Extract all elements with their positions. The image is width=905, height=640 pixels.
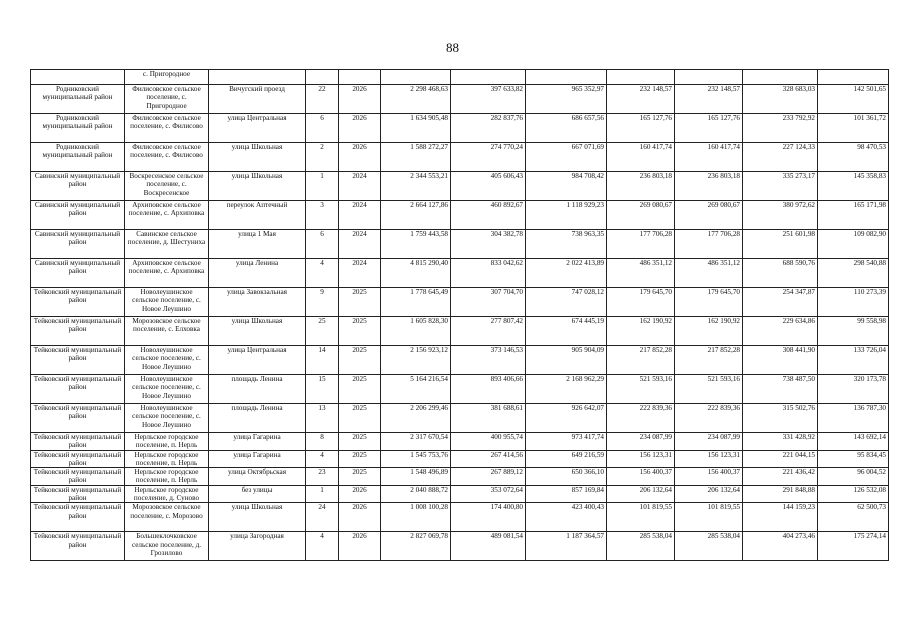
table-row <box>31 317 889 346</box>
cost-cell-2: 667 071,69 <box>526 143 607 172</box>
table-row <box>31 450 889 468</box>
cost-cell-5: 331 428,92 <box>743 433 818 451</box>
year-cell: 2025 <box>339 288 381 317</box>
table-row <box>31 468 889 486</box>
year-cell: 2025 <box>339 346 381 375</box>
street-cell: Вичугский проезд <box>209 85 306 114</box>
district-cell: Тейковский муниципальный район <box>31 503 125 532</box>
cost-cell-1: 373 146,53 <box>451 346 526 375</box>
total-cost-cell: 1 778 645,49 <box>381 288 451 317</box>
settlement-cell: Новолеушинское сельское поселение, с. Новое Леушино <box>125 375 209 404</box>
total-cost-cell: 1 759 443,58 <box>381 230 451 259</box>
cost-cell-4: 179 645,70 <box>675 288 743 317</box>
street-cell: площадь Ленина <box>209 404 306 433</box>
year-cell: 2025 <box>339 317 381 346</box>
building-count-cell: 24 <box>306 503 339 532</box>
district-cell: Тейковский муниципальный район <box>31 450 125 468</box>
table-row <box>31 230 889 259</box>
cost-cell-2: 1 118 929,23 <box>526 201 607 230</box>
cost-cell-3: 179 645,70 <box>607 288 675 317</box>
settlement-cell: Нерльское городское поселение, п. Нерль <box>125 450 209 468</box>
table-row <box>31 346 889 375</box>
cost-cell-6: 165 171,98 <box>818 201 889 230</box>
cost-cell-3: 101 819,55 <box>607 503 675 532</box>
cost-cell-2: 2 022 413,89 <box>526 259 607 288</box>
cost-cell-6: 110 273,39 <box>818 288 889 317</box>
building-count-cell: 4 <box>306 532 339 561</box>
cost-cell-3: 232 148,57 <box>607 85 675 114</box>
total-cost-cell: 2 156 923,12 <box>381 346 451 375</box>
street-cell: улица 1 Мая <box>209 230 306 259</box>
street-cell: улица Завокзальная <box>209 288 306 317</box>
cost-cell-3: 236 803,18 <box>607 172 675 201</box>
table-row <box>31 433 889 451</box>
settlement-cell: Филисовское сельское поселение, с. Филисово <box>125 143 209 172</box>
cost-cell-1: 353 072,64 <box>451 485 526 503</box>
street-cell: улица Школьная <box>209 317 306 346</box>
cost-cell-6: 109 082,90 <box>818 230 889 259</box>
cost-cell-4: 206 132,64 <box>675 485 743 503</box>
total-cost-cell: 1 634 905,48 <box>381 114 451 143</box>
cost-cell-5: 335 273,17 <box>743 172 818 201</box>
district-cell: Савинский муниципальный район <box>31 172 125 201</box>
cost-cell-4: 162 190,92 <box>675 317 743 346</box>
cost-cell-2: 674 445,19 <box>526 317 607 346</box>
cost-cell-2: 2 168 962,29 <box>526 375 607 404</box>
table-row <box>31 201 889 230</box>
street-cell: площадь Ленина <box>209 375 306 404</box>
year-cell: 2026 <box>339 114 381 143</box>
table-row <box>31 114 889 143</box>
total-cost-cell: 2 206 299,46 <box>381 404 451 433</box>
cost-cell-4: 156 400,37 <box>675 468 743 486</box>
building-count-cell: 4 <box>306 450 339 468</box>
cost-cell-3: 162 190,92 <box>607 317 675 346</box>
building-count-cell: 25 <box>306 317 339 346</box>
building-count-cell: 8 <box>306 433 339 451</box>
cost-cell-6: 96 004,52 <box>818 468 889 486</box>
cost-cell-4: 156 123,31 <box>675 450 743 468</box>
district-cell: Родниковский муниципальный район <box>31 143 125 172</box>
building-count-cell: 2 <box>306 143 339 172</box>
total-cost-cell: 1 548 496,89 <box>381 468 451 486</box>
cost-cell-5: 229 634,86 <box>743 317 818 346</box>
cost-cell-6: 175 274,14 <box>818 532 889 561</box>
settlement-cell: Большеклочковское сельское поселение, д. Грозилово <box>125 532 209 561</box>
cost-cell-6: 99 558,98 <box>818 317 889 346</box>
total-cost-cell: 2 344 553,21 <box>381 172 451 201</box>
settlement-cell: Нерльское городское поселение, п. Нерль <box>125 433 209 451</box>
district-cell: Тейковский муниципальный район <box>31 288 125 317</box>
cost-cell-3: 285 538,04 <box>607 532 675 561</box>
settlement-cell: Воскресенское сельское поселение, с. Воскресенское <box>125 172 209 201</box>
building-count-cell: 4 <box>306 259 339 288</box>
cost-cell-4: 165 127,76 <box>675 114 743 143</box>
year-cell: 2025 <box>339 468 381 486</box>
cost-cell-6: 320 173,78 <box>818 375 889 404</box>
district-cell: Тейковский муниципальный район <box>31 532 125 561</box>
page-number: 88 <box>446 40 459 55</box>
street-cell: улица Гагарина <box>209 433 306 451</box>
total-cost-cell: 1 008 100,28 <box>381 503 451 532</box>
cost-cell-1: 460 892,67 <box>451 201 526 230</box>
building-count-cell: 14 <box>306 346 339 375</box>
cost-cell-5: 328 683,03 <box>743 85 818 114</box>
settlement-cell: Архиповское сельское поселение, с. Архиповка <box>125 201 209 230</box>
district-cell: Савинский муниципальный район <box>31 259 125 288</box>
cost-cell-3: 217 852,28 <box>607 346 675 375</box>
district-cell: Тейковский муниципальный район <box>31 375 125 404</box>
settlement-cell: с. Пригородное <box>125 70 209 85</box>
settlement-cell: Новолеушинское сельское поселение, с. Новое Леушино <box>125 346 209 375</box>
building-count-cell: 1 <box>306 172 339 201</box>
table-row <box>31 404 889 433</box>
settlement-cell: Новолеушинское сельское поселение, с. Новое Леушино <box>125 404 209 433</box>
table-row <box>31 143 889 172</box>
building-count-cell: 1 <box>306 485 339 503</box>
cost-cell-4: 285 538,04 <box>675 532 743 561</box>
cost-cell-3: 486 351,12 <box>607 259 675 288</box>
cost-cell-3: 206 132,64 <box>607 485 675 503</box>
year-cell: 2024 <box>339 230 381 259</box>
cost-cell-6: 126 532,08 <box>818 485 889 503</box>
settlement-cell: Савинское сельское поселение, д. Шестуниха <box>125 230 209 259</box>
cost-cell-2: 973 417,74 <box>526 433 607 451</box>
table-row <box>31 503 889 532</box>
street-cell: переулок Аптечный <box>209 201 306 230</box>
cost-cell-5: 221 436,42 <box>743 468 818 486</box>
cost-cell-6: 62 500,73 <box>818 503 889 532</box>
cost-cell-2: 857 169,84 <box>526 485 607 503</box>
cost-cell-3: 156 123,31 <box>607 450 675 468</box>
district-cell: Тейковский муниципальный район <box>31 346 125 375</box>
table-row <box>31 259 889 288</box>
cost-cell-2: 423 400,43 <box>526 503 607 532</box>
cost-cell-5: 254 347,87 <box>743 288 818 317</box>
cost-cell-6: 95 834,45 <box>818 450 889 468</box>
street-cell: улица Школьная <box>209 172 306 201</box>
cost-cell-3: 165 127,76 <box>607 114 675 143</box>
cost-cell-4: 222 839,36 <box>675 404 743 433</box>
cost-cell-1: 174 400,80 <box>451 503 526 532</box>
cost-cell-1: 381 688,61 <box>451 404 526 433</box>
table-row <box>31 85 889 114</box>
building-count-cell: 23 <box>306 468 339 486</box>
cost-cell-5: 227 124,33 <box>743 143 818 172</box>
cost-cell-1: 833 042,62 <box>451 259 526 288</box>
cost-cell-5: 688 590,76 <box>743 259 818 288</box>
street-cell: улица Загородная <box>209 532 306 561</box>
cost-cell-5: 291 848,88 <box>743 485 818 503</box>
cost-cell-2: 686 657,56 <box>526 114 607 143</box>
settlement-cell: Филисовское сельское поселение, с. Филисово <box>125 114 209 143</box>
total-cost-cell: 2 317 670,54 <box>381 433 451 451</box>
cost-cell-5: 144 159,23 <box>743 503 818 532</box>
settlement-cell: Архиповское сельское поселение, с. Архиповка <box>125 259 209 288</box>
cost-cell-1: 400 955,74 <box>451 433 526 451</box>
street-cell: улица Центральная <box>209 346 306 375</box>
settlement-cell: Нерльское городское поселение, п. Нерль <box>125 468 209 486</box>
year-cell: 2026 <box>339 485 381 503</box>
cost-cell-6: 298 540,88 <box>818 259 889 288</box>
cost-cell-1: 282 837,76 <box>451 114 526 143</box>
cost-cell-2: 738 963,35 <box>526 230 607 259</box>
total-cost-cell: 1 545 753,76 <box>381 450 451 468</box>
cost-cell-5: 251 601,98 <box>743 230 818 259</box>
cost-cell-1: 489 081,54 <box>451 532 526 561</box>
cost-cell-1: 893 406,66 <box>451 375 526 404</box>
cost-cell-5: 315 502,76 <box>743 404 818 433</box>
district-cell: Тейковский муниципальный район <box>31 404 125 433</box>
cost-cell-3: 269 080,67 <box>607 201 675 230</box>
total-cost-cell: 2 827 069,78 <box>381 532 451 561</box>
cost-cell-3: 234 087,99 <box>607 433 675 451</box>
cost-cell-3: 521 593,16 <box>607 375 675 404</box>
street-cell: без улицы <box>209 485 306 503</box>
year-cell: 2024 <box>339 259 381 288</box>
cost-cell-2: 747 028,12 <box>526 288 607 317</box>
year-cell: 2025 <box>339 404 381 433</box>
district-cell: Савинский муниципальный район <box>31 230 125 259</box>
cost-cell-1: 405 606,43 <box>451 172 526 201</box>
year-cell: 2026 <box>339 532 381 561</box>
building-count-cell: 6 <box>306 114 339 143</box>
total-cost-cell: 2 298 468,63 <box>381 85 451 114</box>
cost-cell-2: 965 352,97 <box>526 85 607 114</box>
district-cell: Родниковский муниципальный район <box>31 85 125 114</box>
table-row <box>31 532 889 561</box>
total-cost-cell: 1 605 828,30 <box>381 317 451 346</box>
street-cell: улица Центральная <box>209 114 306 143</box>
cost-cell-4: 217 852,28 <box>675 346 743 375</box>
cost-cell-3: 177 706,28 <box>607 230 675 259</box>
building-count-cell: 22 <box>306 85 339 114</box>
cost-cell-1: 397 633,82 <box>451 85 526 114</box>
year-cell: 2025 <box>339 433 381 451</box>
cost-cell-5: 233 792,92 <box>743 114 818 143</box>
cost-cell-5: 308 441,90 <box>743 346 818 375</box>
total-cost-cell: 2 040 888,72 <box>381 485 451 503</box>
cost-cell-3: 222 839,36 <box>607 404 675 433</box>
cost-cell-4: 160 417,74 <box>675 143 743 172</box>
street-cell: улица Школьная <box>209 143 306 172</box>
cost-cell-3: 156 400,37 <box>607 468 675 486</box>
year-cell: 2025 <box>339 375 381 404</box>
cost-cell-5: 221 044,15 <box>743 450 818 468</box>
cost-cell-4: 486 351,12 <box>675 259 743 288</box>
cost-cell-6: 101 361,72 <box>818 114 889 143</box>
building-count-cell: 15 <box>306 375 339 404</box>
total-cost-cell: 1 588 272,27 <box>381 143 451 172</box>
cost-cell-2: 905 904,09 <box>526 346 607 375</box>
total-cost-cell: 2 664 127,86 <box>381 201 451 230</box>
cost-cell-2: 649 216,59 <box>526 450 607 468</box>
cost-cell-1: 274 770,24 <box>451 143 526 172</box>
cost-cell-5: 404 273,46 <box>743 532 818 561</box>
settlement-cell: Новолеушинское сельское поселение, с. Новое Леушино <box>125 288 209 317</box>
cost-cell-2: 926 642,07 <box>526 404 607 433</box>
cost-cell-6: 133 726,04 <box>818 346 889 375</box>
table-row-continuation <box>31 70 889 85</box>
total-cost-cell: 5 164 216,54 <box>381 375 451 404</box>
cost-cell-6: 142 501,65 <box>818 85 889 114</box>
cost-cell-2: 1 187 364,57 <box>526 532 607 561</box>
cost-cell-2: 650 366,10 <box>526 468 607 486</box>
year-cell: 2026 <box>339 143 381 172</box>
cost-cell-2: 984 708,42 <box>526 172 607 201</box>
settlement-cell: Филисовское сельское поселение, с. Пригородное <box>125 85 209 114</box>
district-cell: Тейковский муниципальный район <box>31 485 125 503</box>
year-cell: 2026 <box>339 503 381 532</box>
building-count-cell: 13 <box>306 404 339 433</box>
street-cell: улица Октябрьская <box>209 468 306 486</box>
year-cell: 2024 <box>339 201 381 230</box>
district-cell: Тейковский муниципальный район <box>31 468 125 486</box>
building-count-cell: 9 <box>306 288 339 317</box>
year-cell: 2024 <box>339 172 381 201</box>
cost-cell-3: 160 417,74 <box>607 143 675 172</box>
building-count-cell: 6 <box>306 230 339 259</box>
building-count-cell: 3 <box>306 201 339 230</box>
settlement-cell: Морозовское сельское поселение, с. Морозово <box>125 503 209 532</box>
cost-cell-4: 269 080,67 <box>675 201 743 230</box>
cost-cell-4: 521 593,16 <box>675 375 743 404</box>
table-row <box>31 485 889 503</box>
cost-cell-1: 277 807,42 <box>451 317 526 346</box>
year-cell: 2025 <box>339 450 381 468</box>
cost-cell-4: 234 087,99 <box>675 433 743 451</box>
cost-cell-5: 738 487,50 <box>743 375 818 404</box>
table-row <box>31 288 889 317</box>
cost-cell-1: 307 704,70 <box>451 288 526 317</box>
table-row <box>31 375 889 404</box>
cost-cell-4: 101 819,55 <box>675 503 743 532</box>
cost-cell-4: 236 803,18 <box>675 172 743 201</box>
cost-cell-6: 98 470,53 <box>818 143 889 172</box>
settlement-cell: Морозовское сельское поселение, с. Елховка <box>125 317 209 346</box>
cost-cell-1: 267 414,56 <box>451 450 526 468</box>
table-row <box>31 172 889 201</box>
cost-cell-6: 143 692,14 <box>818 433 889 451</box>
cost-cell-1: 304 382,78 <box>451 230 526 259</box>
cost-cell-1: 267 889,12 <box>451 468 526 486</box>
cost-cell-6: 136 787,30 <box>818 404 889 433</box>
district-cell: Савинский муниципальный район <box>31 201 125 230</box>
cost-cell-4: 177 706,28 <box>675 230 743 259</box>
year-cell: 2026 <box>339 85 381 114</box>
cost-cell-5: 380 972,62 <box>743 201 818 230</box>
street-cell: улица Гагарина <box>209 450 306 468</box>
cost-cell-4: 232 148,57 <box>675 85 743 114</box>
district-cell: Родниковский муниципальный район <box>31 114 125 143</box>
cost-cell-6: 145 358,83 <box>818 172 889 201</box>
street-cell: улица Школьная <box>209 503 306 532</box>
total-cost-cell: 4 815 290,40 <box>381 259 451 288</box>
settlement-cell: Нерльское городское поселение, д. Суново <box>125 485 209 503</box>
district-cell: Тейковский муниципальный район <box>31 433 125 451</box>
district-cell: Тейковский муниципальный район <box>31 317 125 346</box>
street-cell: улица Ленина <box>209 259 306 288</box>
data-table <box>30 69 889 561</box>
